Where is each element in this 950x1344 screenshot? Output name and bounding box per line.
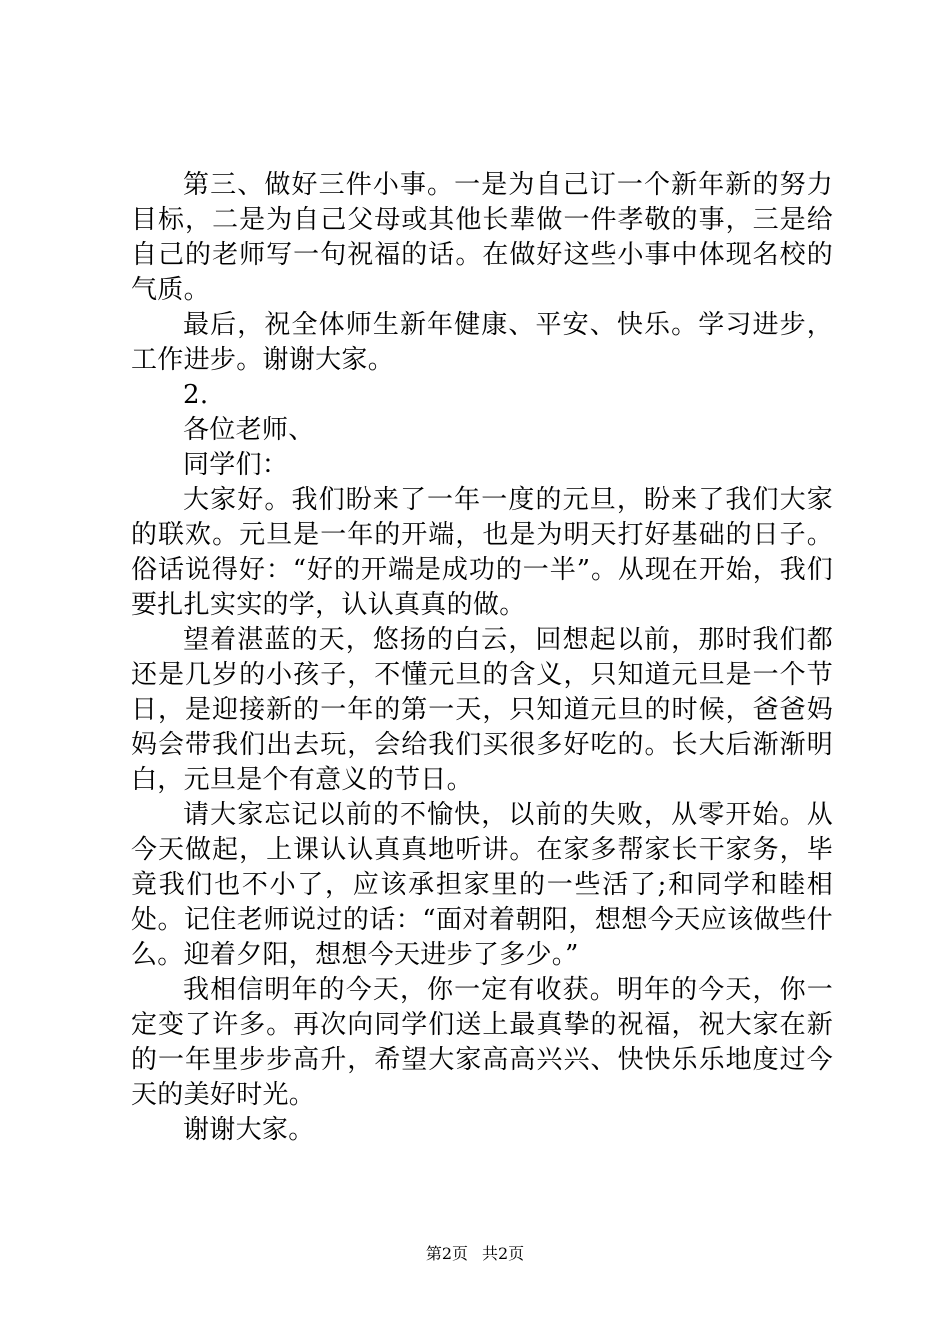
page-number-total: 共2页 [482, 1244, 525, 1263]
paragraph-1: 第三、做好三件小事。一是为自己订一个新年新的努力目标，二是为自己父母或其他长辈做一件孝敬的事，三是给自己的老师写一句祝福的话。在做好这些小事中体现名校的气质。 [131, 170, 833, 305]
paragraph-memory: 望着湛蓝的天，悠扬的白云，回想起以前，那时我们都还是几岁的小孩子，不懂元旦的含义，只知道元旦是一个节日，是迎接新的一年的第一天，只知道元旦的时候，爸爸妈妈会带我们出去玩，会给我们买很多好吃的。长大后渐渐明白，元旦是个有意义的节日。 [131, 625, 833, 795]
paragraph-fresh-start: 请大家忘记以前的不愉快，以前的失败，从零开始。从今天做起，上课认认真真地听讲。在家多帮家长干家务，毕竟我们也不小了，应该承担家里的一些活了;和同学和睦相处。记住老师说过的话：“面对着朝阳，想想今天应该做些什么。迎着夕阳，想想今天进步了多少。” [131, 800, 833, 970]
salutation-teachers: 各位老师、 [183, 415, 315, 445]
page-number-current: 第2页 [425, 1244, 468, 1263]
paragraph-2: 最后，祝全体师生新年健康、平安、快乐。学习进步，工作进步。谢谢大家。 [131, 310, 833, 375]
document-body [131, 168, 833, 1148]
page-footer [0, 1244, 950, 1264]
paragraph-wishes: 我相信明年的今天，你一定有收获。明年的今天，你一定变了许多。再次向同学们送上最真挚的祝福，祝大家在新的一年里步步高升，希望大家高高兴兴、快快乐乐地度过今天的美好时光。 [131, 975, 833, 1110]
paragraph-thanks: 谢谢大家。 [183, 1115, 315, 1145]
section-number: 2. [183, 380, 209, 410]
paragraph-greeting: 大家好。我们盼来了一年一度的元旦，盼来了我们大家的联欢。元旦是一年的开端，也是为明天打好基础的日子。俗话说得好：“好的开端是成功的一半”。从现在开始，我们要扎扎实实的学，认认真真的做。 [131, 485, 833, 620]
salutation-students: 同学们： [183, 450, 289, 480]
